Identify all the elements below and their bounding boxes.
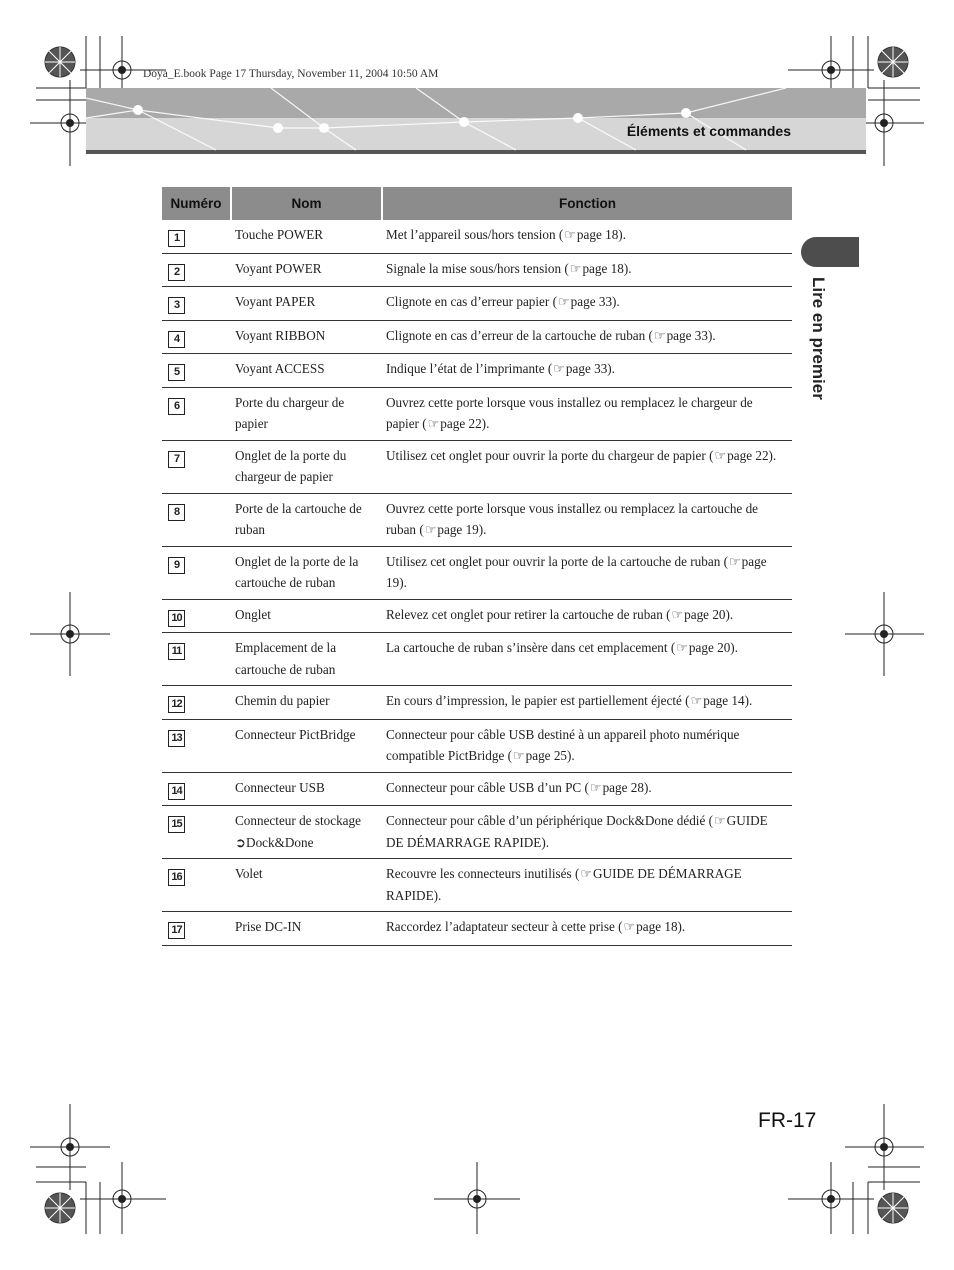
function-reference: page 33). bbox=[666, 327, 716, 343]
row-number-cell bbox=[162, 599, 231, 633]
function-text: Connecteur pour câble USB destiné à un appareil photo numérique compatible PictBridge ( bbox=[386, 726, 740, 763]
table-row bbox=[162, 546, 792, 599]
function-text: Utilisez cet onglet pour ouvrir la porte du chargeur de papier ( bbox=[386, 447, 714, 463]
function-text: Ouvrez cette porte lorsque vous installez ou remplacez le chargeur de papier ( bbox=[386, 394, 753, 431]
table-header-row bbox=[162, 187, 792, 220]
page-reference-icon: ☞ bbox=[564, 227, 576, 242]
function-text: Utilisez cet onglet pour ouvrir la porte de la cartouche de ruban ( bbox=[386, 553, 729, 569]
table-row bbox=[162, 633, 792, 686]
table-row bbox=[162, 686, 792, 720]
table-row bbox=[162, 772, 792, 806]
page-reference-icon: ☞ bbox=[676, 640, 688, 655]
function-reference: GUIDE DE DÉMARRAGE RAPIDE). bbox=[386, 866, 742, 903]
row-number-cell bbox=[162, 287, 231, 321]
table-row bbox=[162, 253, 792, 287]
row-number-cell bbox=[162, 772, 231, 806]
header-band bbox=[86, 88, 866, 154]
table-row bbox=[162, 354, 792, 388]
row-name: Onglet de la porte du chargeur de papier bbox=[231, 440, 382, 493]
row-function bbox=[382, 253, 792, 287]
page-reference-icon: ☞ bbox=[671, 606, 684, 622]
row-number: 3 bbox=[168, 297, 185, 314]
table-row bbox=[162, 806, 792, 859]
page-reference-icon: ☞ bbox=[589, 779, 602, 795]
row-number-cell bbox=[162, 440, 231, 493]
row-name: Emplacement de la cartouche de ruban bbox=[231, 633, 382, 686]
row-name: Connecteur USB bbox=[231, 772, 382, 806]
row-number-cell bbox=[162, 354, 231, 388]
row-name: Connecteur PictBridge bbox=[231, 719, 382, 772]
row-number: 14 bbox=[168, 783, 185, 800]
table-row bbox=[162, 387, 792, 440]
side-label: Lire en premier bbox=[809, 277, 828, 400]
row-number: 4 bbox=[168, 331, 185, 348]
side-tab bbox=[801, 237, 859, 267]
row-function bbox=[382, 220, 792, 253]
row-number-cell bbox=[162, 912, 231, 946]
row-number-cell bbox=[162, 493, 231, 546]
page-reference-icon: ☞ bbox=[714, 447, 727, 463]
row-function bbox=[382, 354, 792, 388]
row-number-cell bbox=[162, 320, 231, 354]
row-number: 7 bbox=[168, 451, 185, 468]
row-function bbox=[382, 320, 792, 354]
function-reference: page 20). bbox=[688, 640, 738, 655]
row-name: Porte du chargeur de papier bbox=[231, 387, 382, 440]
row-number-cell bbox=[162, 220, 231, 253]
function-reference: GUIDE DE DÉMARRAGE RAPIDE). bbox=[386, 813, 768, 850]
function-text: Indique l’état de l’imprimante ( bbox=[386, 361, 553, 376]
function-text: Raccordez l’adaptateur secteur à cette prise ( bbox=[386, 919, 623, 934]
page-reference-icon: ☞ bbox=[424, 522, 437, 537]
function-text: Connecteur pour câble USB d’un PC ( bbox=[386, 779, 589, 795]
row-name: Voyant PAPER bbox=[231, 287, 382, 321]
row-number-cell bbox=[162, 387, 231, 440]
row-number: 11 bbox=[168, 643, 185, 660]
row-function bbox=[382, 599, 792, 633]
row-number-cell bbox=[162, 546, 231, 599]
row-function bbox=[382, 546, 792, 599]
page-number: FR-17 bbox=[758, 1109, 817, 1132]
row-name: Touche POWER bbox=[231, 220, 382, 253]
row-number-cell bbox=[162, 859, 231, 912]
row-number: 8 bbox=[168, 504, 185, 521]
page-reference-icon: ☞ bbox=[653, 327, 666, 343]
row-name: Voyant POWER bbox=[231, 253, 382, 287]
row-function bbox=[382, 912, 792, 946]
row-name: Voyant ACCESS bbox=[231, 354, 382, 388]
row-function bbox=[382, 772, 792, 806]
table-row bbox=[162, 859, 792, 912]
page-reference-icon: ☞ bbox=[690, 693, 703, 708]
table-row bbox=[162, 220, 792, 253]
row-number: 1 bbox=[168, 230, 185, 247]
row-number: 17 bbox=[168, 922, 185, 939]
row-number-cell bbox=[162, 806, 231, 859]
function-reference: page 28). bbox=[602, 779, 652, 795]
row-number: 6 bbox=[168, 398, 185, 415]
row-number: 15 bbox=[168, 816, 185, 833]
section-title: Éléments et commandes bbox=[626, 123, 791, 139]
function-reference: page 33). bbox=[565, 361, 615, 376]
function-text: Clignote en cas d’erreur de la cartouche de ruban ( bbox=[386, 327, 653, 343]
function-reference: page 14). bbox=[703, 693, 753, 708]
row-number-cell bbox=[162, 686, 231, 720]
row-number-cell bbox=[162, 253, 231, 287]
function-text: Met l’appareil sous/hors tension ( bbox=[386, 227, 564, 242]
row-function bbox=[382, 633, 792, 686]
row-function bbox=[382, 287, 792, 321]
function-reference: page 33). bbox=[570, 294, 620, 309]
row-name: Connecteur de stockage ➲Dock&Done bbox=[231, 806, 382, 859]
row-number: 16 bbox=[168, 869, 185, 886]
page-reference-icon: ☞ bbox=[553, 361, 565, 376]
print-info: Doya_E.book Page 17 Thursday, November 11, 2004 10:50 AM bbox=[143, 68, 439, 80]
row-function bbox=[382, 719, 792, 772]
row-function bbox=[382, 859, 792, 912]
row-function bbox=[382, 493, 792, 546]
function-text: Recouvre les connecteurs inutilisés ( bbox=[386, 866, 580, 881]
function-reference: page 25). bbox=[525, 748, 575, 763]
page-reference-icon: ☞ bbox=[512, 748, 525, 763]
row-function bbox=[382, 440, 792, 493]
row-name: Porte de la cartouche de ruban bbox=[231, 493, 382, 546]
table-row bbox=[162, 493, 792, 546]
row-function bbox=[382, 686, 792, 720]
page-reference-icon: ☞ bbox=[558, 294, 570, 309]
function-text: Relevez cet onglet pour retirer la cartouche de ruban ( bbox=[386, 606, 671, 622]
function-reference: page 19). bbox=[386, 553, 767, 590]
table-row bbox=[162, 320, 792, 354]
header-nom: Nom bbox=[231, 187, 382, 220]
row-number: 12 bbox=[168, 696, 185, 713]
header-numero: Numéro bbox=[162, 187, 231, 220]
table-row bbox=[162, 719, 792, 772]
row-number-cell bbox=[162, 633, 231, 686]
function-reference: page 22). bbox=[727, 447, 777, 463]
function-text: Connecteur pour câble d’un périphérique Dock&Done dédié ( bbox=[386, 813, 714, 828]
function-reference: page 19). bbox=[437, 522, 487, 537]
row-name: Onglet de la porte de la cartouche de ruban bbox=[231, 546, 382, 599]
row-name: Volet bbox=[231, 859, 382, 912]
row-number: 10 bbox=[168, 610, 185, 627]
page-reference-icon: ☞ bbox=[427, 416, 440, 431]
function-reference: page 18). bbox=[636, 919, 686, 934]
page-reference-icon: ☞ bbox=[714, 813, 726, 828]
function-reference: page 22). bbox=[440, 416, 490, 431]
page-reference-icon: ☞ bbox=[729, 553, 741, 569]
row-name: Chemin du papier bbox=[231, 686, 382, 720]
row-number: 13 bbox=[168, 730, 185, 747]
row-number: 9 bbox=[168, 557, 185, 574]
page-reference-icon: ☞ bbox=[569, 260, 582, 276]
table-row bbox=[162, 287, 792, 321]
row-function bbox=[382, 806, 792, 859]
components-table bbox=[162, 187, 792, 946]
function-text: Signale la mise sous/hors tension ( bbox=[386, 260, 569, 276]
function-reference: page 18). bbox=[582, 260, 632, 276]
row-name: Voyant RIBBON bbox=[231, 320, 382, 354]
row-number: 5 bbox=[168, 364, 185, 381]
table-row bbox=[162, 912, 792, 946]
table-row bbox=[162, 440, 792, 493]
row-function bbox=[382, 387, 792, 440]
header-fonction: Fonction bbox=[382, 187, 792, 220]
row-name: Prise DC-IN bbox=[231, 912, 382, 946]
row-number: 2 bbox=[168, 264, 185, 281]
function-text: Ouvrez cette porte lorsque vous installez ou remplacez la cartouche de ruban ( bbox=[386, 500, 759, 537]
function-text: Clignote en cas d’erreur papier ( bbox=[386, 294, 557, 309]
function-reference: page 20). bbox=[684, 606, 734, 622]
row-number-cell bbox=[162, 719, 231, 772]
page-reference-icon: ☞ bbox=[623, 919, 636, 934]
function-text: En cours d’impression, le papier est partiellement éjecté ( bbox=[386, 693, 690, 708]
table-row bbox=[162, 599, 792, 633]
function-text: La cartouche de ruban s’insère dans cet emplacement ( bbox=[386, 640, 676, 655]
page-reference-icon: ☞ bbox=[580, 866, 593, 881]
function-reference: page 18). bbox=[576, 227, 626, 242]
row-name: Onglet bbox=[231, 599, 382, 633]
